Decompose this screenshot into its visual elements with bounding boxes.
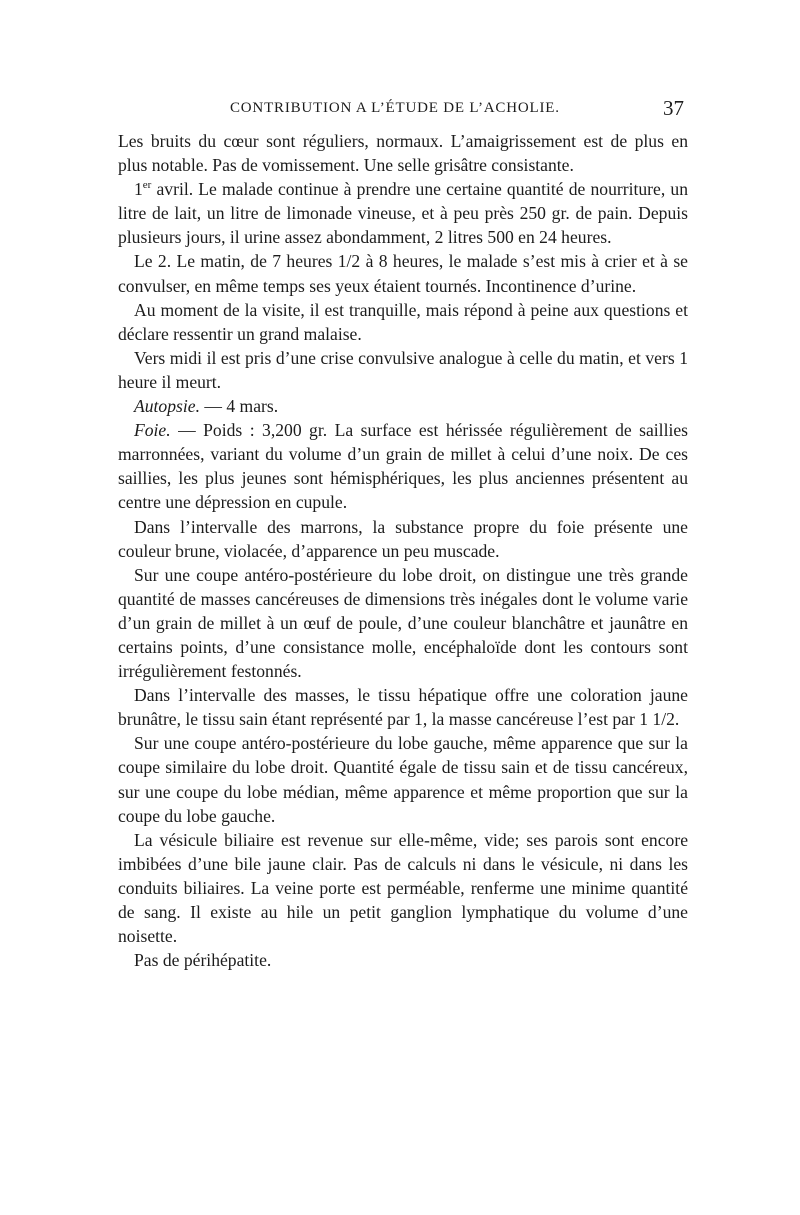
paragraph: 1er avril. Le malade continue à prendre une certaine quantité de nourriture, un litre de lait, un litre de limonade vineuse, et à peu près 250 gr. de pain. Depuis plusieurs jours, il urine assez abondamment, 2 litres 500 en 24 heures. [118, 179, 688, 248]
paragraph: Sur une coupe antéro-postérieure du lobe droit, on distingue une très grande quantité de masses cancéreuses de dimensions très inégales dont le volume varie d’un grain de millet à un œuf de poule, d’une couleur blanchâtre et jaunâtre en certains points, d’une consistance molle, encéphaloïde dont les contours sont irrégulièrement festonnés. [118, 564, 688, 682]
paragraph: Pas de périhépatite. [134, 950, 272, 971]
paragraph: Autopsie. — 4 mars. [134, 396, 279, 417]
page-header [118, 96, 688, 120]
paragraph: Vers midi il est pris d’une crise convulsive analogue à celle du matin, et vers 1 heure il meurt. [118, 347, 688, 392]
paragraph: Sur une coupe antéro-postérieure du lobe gauche, même apparence que sur la coupe similaire du lobe droit. Quantité égale de tissu sain et de tissu cancéreux, sur une coupe du lobe médian, même apparence et même proportion que sur la coupe du lobe gauche. [118, 733, 688, 826]
paragraph: Dans l’intervalle des masses, le tissu hépatique offre une coloration jaune brunâtre, le tissu sain étant représenté par 1, la masse cancéreuse l’est par 1 1/2. [118, 685, 688, 730]
paragraph: Dans l’intervalle des marrons, la substance propre du foie présente une couleur brune, violacée, d’apparence un peu muscade. [118, 516, 688, 561]
running-head: CONTRIBUTION A L’ÉTUDE DE L’ACHOLIE. [230, 100, 560, 116]
paragraph: Les bruits du cœur sont réguliers, normaux. L’amaigrissement est de plus en plus notable. Pas de vomissement. Une selle grisâtre consistante. [118, 131, 688, 176]
paragraph: Foie. — Poids : 3,200 gr. La surface est hérissée régulièrement de saillies marronnées, variant du volume d’un grain de millet à celui d’une noix. De ces saillies, les plus jeunes sont hémisphériques, les plus anciennes présentent au centre une dépression en cupule. [118, 420, 688, 513]
body-text [118, 129, 688, 972]
page-number: 37 [663, 96, 684, 120]
paragraph: Au moment de la visite, il est tranquille, mais répond à peine aux questions et déclare ressentir un grand malaise. [118, 299, 688, 344]
paragraph: La vésicule biliaire est revenue sur elle-même, vide; ses parois sont encore imbibées d’une bile jaune clair. Pas de calculs ni dans le vésicule, ni dans les conduits biliaires. La veine porte est perméable, renferme une minime quantité de sang. Il existe au hile un petit ganglion lymphatique du volume d’une noisette. [118, 829, 688, 947]
paragraph: Le 2. Le matin, de 7 heures 1/2 à 8 heures, le malade s’est mis à crier et à se convulser, en même temps ses yeux étaient tournés. Incontinence d’urine. [118, 251, 688, 296]
